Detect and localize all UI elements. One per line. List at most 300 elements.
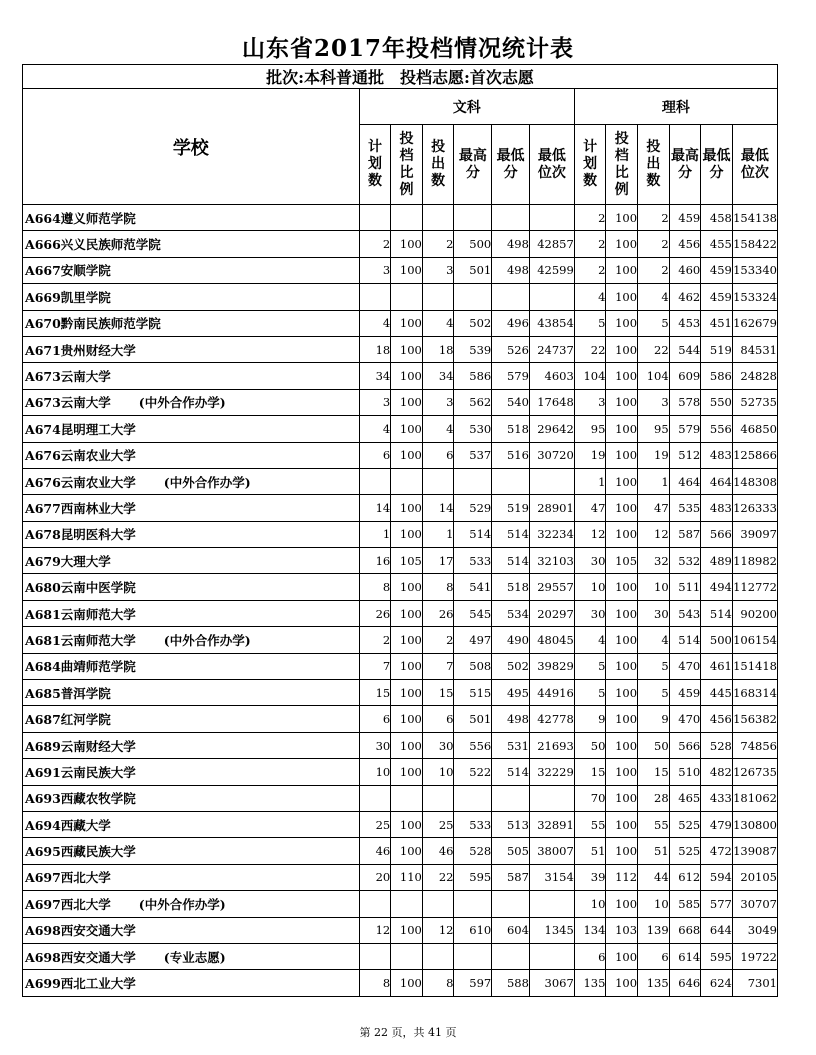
wenke-issued-count-cell: 2 (422, 627, 454, 653)
like-plan-count-cell: 95 (574, 416, 606, 442)
wenke-col-ratio: 投 档 比 例 (391, 125, 423, 205)
wenke-col-min-rank: 最低 位次 (529, 125, 574, 205)
school-cell (23, 495, 360, 521)
wenke-ratio-cell: 100 (391, 811, 423, 837)
like-min-score-cell: 455 (701, 231, 733, 257)
wenke-min-rank-cell: 17648 (529, 389, 574, 415)
like-min-rank-cell: 19722 (732, 943, 777, 969)
table-row (23, 574, 778, 600)
like-ratio-cell: 100 (606, 732, 638, 758)
wenke-issued-count-cell (422, 785, 454, 811)
wenke-min-rank-cell: 32234 (529, 521, 574, 547)
wenke-min-rank-cell: 32103 (529, 548, 574, 574)
wenke-min-score-cell: 514 (492, 521, 530, 547)
like-max-score-cell: 587 (669, 521, 701, 547)
like-min-score-cell: 550 (701, 389, 733, 415)
table-row (23, 205, 778, 231)
wenke-plan-count-cell: 7 (359, 653, 391, 679)
wenke-issued-count-cell: 7 (422, 653, 454, 679)
wenke-min-score-cell: 490 (492, 627, 530, 653)
wenke-issued-count-cell (422, 468, 454, 494)
wenke-issued-count-cell (422, 943, 454, 969)
table-row (23, 389, 778, 415)
wenke-ratio-cell (391, 891, 423, 917)
wenke-plan-count-cell: 18 (359, 336, 391, 362)
wenke-max-score-cell: 501 (454, 706, 492, 732)
school-name: A679大理大学 (25, 553, 111, 569)
school-cell (23, 310, 360, 336)
like-max-score-cell: 614 (669, 943, 701, 969)
wenke-issued-count-cell: 4 (422, 416, 454, 442)
school-note: (中外合作办学) (138, 896, 226, 912)
like-max-score-cell: 464 (669, 468, 701, 494)
wenke-max-score-cell (454, 785, 492, 811)
school-name: A689云南财经大学 (25, 738, 136, 754)
like-plan-count-cell: 4 (574, 284, 606, 310)
school-name: A673云南大学 (25, 395, 111, 411)
like-min-score-cell: 500 (701, 627, 733, 653)
school-cell (23, 680, 360, 706)
wenke-min-score-cell: 588 (492, 970, 530, 996)
wenke-max-score-cell: 562 (454, 389, 492, 415)
school-cell (23, 653, 360, 679)
like-max-score-cell: 459 (669, 205, 701, 231)
wenke-min-score-cell: 579 (492, 363, 530, 389)
like-max-score-cell: 465 (669, 785, 701, 811)
wenke-plan-count-cell: 10 (359, 759, 391, 785)
table-row (23, 468, 778, 494)
page-title: 山东省2017年投档情况统计表 (241, 35, 574, 62)
school-name: A681云南师范大学 (25, 606, 136, 622)
school-name: A697西北大学 (25, 870, 111, 886)
school-name: A691云南民族大学 (25, 764, 136, 780)
wenke-min-rank-cell: 29557 (529, 574, 574, 600)
like-min-score-cell: 458 (701, 205, 733, 231)
school-name: A694西藏大学 (25, 817, 111, 833)
school-note: (中外合作办学) (163, 474, 251, 490)
table-body (23, 205, 778, 997)
wenke-plan-count-cell (359, 205, 391, 231)
like-min-score-cell: 472 (701, 838, 733, 864)
wenke-min-rank-cell: 21693 (529, 732, 574, 758)
like-ratio-cell: 100 (606, 759, 638, 785)
school-cell (23, 627, 360, 653)
wenke-issued-count-cell: 8 (422, 970, 454, 996)
like-plan-count-cell: 22 (574, 336, 606, 362)
wenke-plan-count-cell: 8 (359, 970, 391, 996)
like-issued-count-cell: 32 (638, 548, 670, 574)
like-max-score-cell: 470 (669, 653, 701, 679)
table-row (23, 970, 778, 996)
wenke-issued-count-cell: 1 (422, 521, 454, 547)
wenke-max-score-cell (454, 468, 492, 494)
like-plan-count-cell: 134 (574, 917, 606, 943)
like-max-score-cell: 459 (669, 680, 701, 706)
like-issued-count-cell: 2 (638, 231, 670, 257)
like-min-rank-cell: 30707 (732, 891, 777, 917)
like-min-rank-cell: 139087 (732, 838, 777, 864)
like-plan-count-cell: 5 (574, 653, 606, 679)
like-ratio-cell: 100 (606, 257, 638, 283)
like-ratio-cell: 100 (606, 627, 638, 653)
like-max-score-cell: 456 (669, 231, 701, 257)
wenke-ratio-cell (391, 943, 423, 969)
like-max-score-cell: 579 (669, 416, 701, 442)
like-issued-count-cell: 2 (638, 257, 670, 283)
wenke-max-score-cell (454, 284, 492, 310)
like-issued-count-cell: 2 (638, 205, 670, 231)
school-name: A677西南林业大学 (25, 500, 136, 516)
table-row (23, 442, 778, 468)
table-row (23, 231, 778, 257)
wenke-plan-count-cell: 30 (359, 732, 391, 758)
like-plan-count-cell: 70 (574, 785, 606, 811)
wenke-ratio-cell: 100 (391, 363, 423, 389)
like-min-rank-cell: 112772 (732, 574, 777, 600)
wenke-issued-count-cell: 46 (422, 838, 454, 864)
like-max-score-cell: 510 (669, 759, 701, 785)
like-issued-count-cell: 28 (638, 785, 670, 811)
like-max-score-cell: 460 (669, 257, 701, 283)
wenke-issued-count-cell: 22 (422, 864, 454, 890)
like-issued-count-cell: 55 (638, 811, 670, 837)
like-min-score-cell: 644 (701, 917, 733, 943)
like-max-score-cell: 525 (669, 811, 701, 837)
like-plan-count-cell: 135 (574, 970, 606, 996)
wenke-plan-count-cell: 1 (359, 521, 391, 547)
like-min-rank-cell: 156382 (732, 706, 777, 732)
wenke-issued-count-cell: 14 (422, 495, 454, 521)
like-plan-count-cell: 55 (574, 811, 606, 837)
wenke-max-score-cell: 515 (454, 680, 492, 706)
wenke-min-score-cell: 498 (492, 257, 530, 283)
wenke-issued-count-cell: 6 (422, 442, 454, 468)
like-ratio-cell: 100 (606, 574, 638, 600)
wenke-min-score-cell (492, 943, 530, 969)
wenke-plan-count-cell: 34 (359, 363, 391, 389)
table-row (23, 363, 778, 389)
wenke-ratio-cell: 110 (391, 864, 423, 890)
wenke-max-score-cell (454, 205, 492, 231)
school-cell (23, 389, 360, 415)
school-name: A697西北大学 (25, 896, 111, 912)
wenke-max-score-cell (454, 943, 492, 969)
table-row (23, 785, 778, 811)
like-issued-count-cell: 5 (638, 310, 670, 336)
table-row (23, 864, 778, 890)
like-min-score-cell: 577 (701, 891, 733, 917)
school-name: A664遵义师范学院 (25, 210, 136, 226)
wenke-plan-count-cell: 2 (359, 627, 391, 653)
like-min-rank-cell: 46850 (732, 416, 777, 442)
like-ratio-cell: 100 (606, 495, 638, 521)
table-row (23, 416, 778, 442)
like-ratio-cell: 100 (606, 389, 638, 415)
wenke-plan-count-cell: 3 (359, 389, 391, 415)
like-min-rank-cell: 90200 (732, 600, 777, 626)
wenke-min-score-cell: 516 (492, 442, 530, 468)
like-issued-count-cell: 3 (638, 389, 670, 415)
like-ratio-cell: 112 (606, 864, 638, 890)
wenke-plan-count-cell (359, 943, 391, 969)
wenke-min-rank-cell: 39829 (529, 653, 574, 679)
wenke-min-rank-cell: 44916 (529, 680, 574, 706)
like-max-score-cell: 668 (669, 917, 701, 943)
school-cell (23, 521, 360, 547)
wenke-ratio-cell: 100 (391, 416, 423, 442)
wenke-max-score-cell: 537 (454, 442, 492, 468)
like-min-score-cell: 482 (701, 759, 733, 785)
like-min-rank-cell: 181062 (732, 785, 777, 811)
wenke-issued-count-cell: 30 (422, 732, 454, 758)
like-min-score-cell: 594 (701, 864, 733, 890)
wenke-ratio-cell: 100 (391, 627, 423, 653)
like-plan-count-cell: 51 (574, 838, 606, 864)
school-cell (23, 732, 360, 758)
wenke-max-score-cell: 502 (454, 310, 492, 336)
school-name: A671贵州财经大学 (25, 342, 136, 358)
wenke-min-rank-cell: 30720 (529, 442, 574, 468)
like-ratio-cell: 100 (606, 680, 638, 706)
like-min-rank-cell: 24828 (732, 363, 777, 389)
wenke-issued-count-cell: 8 (422, 574, 454, 600)
wenke-ratio-cell (391, 205, 423, 231)
like-plan-count-cell: 10 (574, 574, 606, 600)
like-plan-count-cell: 4 (574, 627, 606, 653)
wenke-issued-count-cell (422, 284, 454, 310)
like-plan-count-cell: 50 (574, 732, 606, 758)
wenke-ratio-cell: 100 (391, 732, 423, 758)
wenke-ratio-cell: 100 (391, 310, 423, 336)
like-plan-count-cell: 47 (574, 495, 606, 521)
table-row (23, 284, 778, 310)
like-header: 理科 (574, 89, 777, 125)
school-name: A670黔南民族师范学院 (25, 316, 161, 332)
like-plan-count-cell: 19 (574, 442, 606, 468)
table-row (23, 891, 778, 917)
wenke-min-score-cell: 513 (492, 811, 530, 837)
like-max-score-cell: 566 (669, 732, 701, 758)
wenke-max-score-cell: 597 (454, 970, 492, 996)
like-min-score-cell: 556 (701, 416, 733, 442)
school-note: (中外合作办学) (138, 395, 226, 411)
wenke-ratio-cell: 100 (391, 336, 423, 362)
wenke-ratio-cell: 100 (391, 838, 423, 864)
like-col-issued-count: 投 出 数 (638, 125, 670, 205)
like-plan-count-cell: 104 (574, 363, 606, 389)
like-min-rank-cell: 154138 (732, 205, 777, 231)
wenke-ratio-cell: 100 (391, 600, 423, 626)
wenke-max-score-cell: 508 (454, 653, 492, 679)
school-name: A693西藏农牧学院 (25, 791, 136, 807)
school-name: A698西安交通大学 (25, 949, 136, 965)
wenke-plan-count-cell: 26 (359, 600, 391, 626)
like-min-score-cell: 483 (701, 442, 733, 468)
table-row (23, 838, 778, 864)
wenke-ratio-cell: 100 (391, 231, 423, 257)
wenke-min-rank-cell: 3067 (529, 970, 574, 996)
like-max-score-cell: 525 (669, 838, 701, 864)
wenke-plan-count-cell: 12 (359, 917, 391, 943)
like-max-score-cell: 585 (669, 891, 701, 917)
wenke-min-score-cell: 514 (492, 548, 530, 574)
like-col-min-rank: 最低 位次 (732, 125, 777, 205)
wenke-min-score-cell: 505 (492, 838, 530, 864)
wenke-ratio-cell: 100 (391, 257, 423, 283)
like-min-score-cell: 528 (701, 732, 733, 758)
like-min-rank-cell: 74856 (732, 732, 777, 758)
wenke-plan-count-cell (359, 891, 391, 917)
wenke-min-score-cell: 502 (492, 653, 530, 679)
wenke-plan-count-cell: 4 (359, 416, 391, 442)
like-min-score-cell: 624 (701, 970, 733, 996)
wenke-max-score-cell: 586 (454, 363, 492, 389)
like-issued-count-cell: 44 (638, 864, 670, 890)
like-max-score-cell: 532 (669, 548, 701, 574)
table-row (23, 706, 778, 732)
like-max-score-cell: 609 (669, 363, 701, 389)
wenke-col-plan-count: 计 划 数 (359, 125, 391, 205)
like-min-rank-cell: 39097 (732, 521, 777, 547)
school-cell (23, 442, 360, 468)
like-min-rank-cell: 162679 (732, 310, 777, 336)
school-cell (23, 336, 360, 362)
like-plan-count-cell: 10 (574, 891, 606, 917)
school-note: (专业志愿) (163, 949, 226, 965)
school-cell (23, 838, 360, 864)
wenke-col-issued-count: 投 出 数 (422, 125, 454, 205)
wenke-min-rank-cell: 28901 (529, 495, 574, 521)
like-min-rank-cell: 106154 (732, 627, 777, 653)
wenke-min-score-cell: 587 (492, 864, 530, 890)
like-issued-count-cell: 30 (638, 600, 670, 626)
like-plan-count-cell: 2 (574, 231, 606, 257)
like-max-score-cell: 578 (669, 389, 701, 415)
table-row (23, 759, 778, 785)
like-issued-count-cell: 4 (638, 284, 670, 310)
wenke-max-score-cell: 522 (454, 759, 492, 785)
wenke-issued-count-cell: 6 (422, 706, 454, 732)
wenke-min-score-cell (492, 891, 530, 917)
like-max-score-cell: 535 (669, 495, 701, 521)
wenke-issued-count-cell: 26 (422, 600, 454, 626)
wenke-min-rank-cell (529, 943, 574, 969)
wenke-col-max-score: 最高 分 (454, 125, 492, 205)
school-cell (23, 468, 360, 494)
school-cell (23, 891, 360, 917)
like-min-score-cell: 489 (701, 548, 733, 574)
wenke-ratio-cell: 100 (391, 442, 423, 468)
like-col-ratio: 投 档 比 例 (606, 125, 638, 205)
like-plan-count-cell: 30 (574, 548, 606, 574)
like-ratio-cell: 100 (606, 468, 638, 494)
school-name: A684曲靖师范学院 (25, 659, 136, 675)
wenke-min-score-cell: 495 (492, 680, 530, 706)
wenke-issued-count-cell: 10 (422, 759, 454, 785)
wenke-plan-count-cell (359, 468, 391, 494)
wenke-min-score-cell: 519 (492, 495, 530, 521)
school-name: A695西藏民族大学 (25, 844, 136, 860)
wenke-ratio-cell (391, 785, 423, 811)
like-min-rank-cell: 84531 (732, 336, 777, 362)
wenke-max-score-cell: 556 (454, 732, 492, 758)
like-min-rank-cell: 20105 (732, 864, 777, 890)
wenke-ratio-cell: 100 (391, 495, 423, 521)
school-cell (23, 785, 360, 811)
like-plan-count-cell: 6 (574, 943, 606, 969)
school-name: A674昆明理工大学 (25, 421, 136, 437)
like-min-rank-cell: 52735 (732, 389, 777, 415)
school-cell (23, 548, 360, 574)
table-row (23, 257, 778, 283)
wenke-min-score-cell: 498 (492, 231, 530, 257)
wenke-plan-count-cell: 4 (359, 310, 391, 336)
table-row (23, 680, 778, 706)
wenke-min-score-cell (492, 205, 530, 231)
wenke-min-rank-cell: 1345 (529, 917, 574, 943)
school-name: A687红河学院 (25, 712, 111, 728)
wenke-min-rank-cell: 43854 (529, 310, 574, 336)
table-row (23, 310, 778, 336)
wenke-ratio-cell (391, 468, 423, 494)
table-row (23, 943, 778, 969)
like-col-max-score: 最高 分 (669, 125, 701, 205)
like-plan-count-cell: 2 (574, 257, 606, 283)
table-row (23, 336, 778, 362)
like-issued-count-cell: 10 (638, 891, 670, 917)
school-cell (23, 363, 360, 389)
wenke-max-score-cell: 539 (454, 336, 492, 362)
wenke-max-score-cell: 514 (454, 521, 492, 547)
school-cell (23, 205, 360, 231)
school-note: (中外合作办学) (163, 632, 251, 648)
wenke-max-score-cell: 497 (454, 627, 492, 653)
like-ratio-cell: 100 (606, 205, 638, 231)
wenke-min-score-cell: 514 (492, 759, 530, 785)
like-ratio-cell: 100 (606, 785, 638, 811)
like-issued-count-cell: 50 (638, 732, 670, 758)
school-name: A676云南农业大学 (25, 474, 136, 490)
wenke-ratio-cell: 100 (391, 970, 423, 996)
like-min-score-cell: 519 (701, 336, 733, 362)
like-issued-count-cell: 6 (638, 943, 670, 969)
like-ratio-cell: 100 (606, 231, 638, 257)
wenke-max-score-cell (454, 891, 492, 917)
wenke-plan-count-cell (359, 284, 391, 310)
wenke-ratio-cell: 100 (391, 706, 423, 732)
wenke-min-score-cell: 496 (492, 310, 530, 336)
like-min-score-cell: 586 (701, 363, 733, 389)
wenke-max-score-cell: 533 (454, 548, 492, 574)
school-cell (23, 231, 360, 257)
wenke-min-rank-cell: 32891 (529, 811, 574, 837)
school-name: A676云南农业大学 (25, 448, 136, 464)
school-name: A666兴义民族师范学院 (25, 237, 161, 253)
school-cell (23, 284, 360, 310)
wenke-ratio-cell: 100 (391, 521, 423, 547)
school-cell (23, 574, 360, 600)
like-ratio-cell: 103 (606, 917, 638, 943)
table-row (23, 917, 778, 943)
wenke-min-score-cell (492, 785, 530, 811)
school-cell (23, 600, 360, 626)
wenke-min-score-cell: 518 (492, 574, 530, 600)
wenke-max-score-cell: 595 (454, 864, 492, 890)
wenke-min-score-cell: 540 (492, 389, 530, 415)
like-min-score-cell: 459 (701, 257, 733, 283)
like-plan-count-cell: 39 (574, 864, 606, 890)
page-footer: 第 22 页，共 41 页 (359, 1026, 457, 1039)
